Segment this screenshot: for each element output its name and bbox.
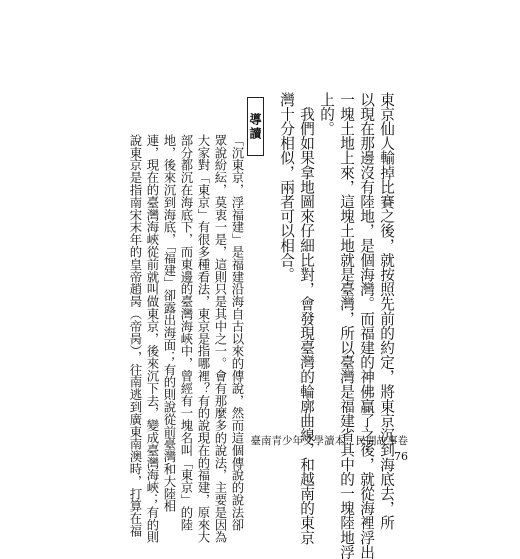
story-line-4: 上的。 xyxy=(318,92,335,136)
guide-line-3: 大家對「東京」有很多種看法，東京是指哪裡？有的說現在的福建，原來大 xyxy=(196,134,211,544)
book-title: 臺南青少年文學讀本：民間故事卷 xyxy=(250,435,408,447)
guide-heading xyxy=(247,97,264,156)
guide-line-5: 地，後來沉到海底，「福建」卻露出海面；有的則說從前臺灣和大陸相 xyxy=(162,134,177,513)
story-line-3: 一塊土地上來，這塊土地就是臺灣，所以臺灣是福建省其中的一塊陸地浮 xyxy=(338,92,355,559)
story-line-5: 我們如果拿地圖來仔細比對，會發現臺灣的輪廓曲線，和越南的東京 xyxy=(298,92,315,545)
story-line-1: 東京仙人輸掉比賽之後，就按照先前的約定，將東京沉到海底去，所 xyxy=(378,92,395,530)
guide-line-1: 「沉東京，浮福建」是福建沿海自古以來的傳說，然而這個傳說的說法卻 xyxy=(230,134,245,531)
page-number: 76 xyxy=(394,450,408,463)
guide-heading-label: 導讀 xyxy=(248,112,262,141)
guide-line-4: 部分都沉在海底下，而東邊的臺灣海峽中，曾經有一塊名叫「東京」的陸 xyxy=(179,134,194,531)
guide-line-6: 連，現在的臺灣海峽從前就叫做東京，後來沉下去，變成臺灣海峽；有的則 xyxy=(145,134,160,544)
guide-line-7: 說東京是指南宋末年的皇帝趙昺（帝昺），往南逃到廣東南澳時，打算在福 xyxy=(128,134,143,537)
story-line-2: 以現在那邊沒有陸地，是個海灣。而福建的神佛贏了之後，就從海裡浮出 xyxy=(358,92,375,559)
guide-line-2: 眾說紛紜，莫衷一是，這則只是其中之一。會有那麼多的說法，主要是因為 xyxy=(213,134,228,544)
story-line-6: 灣十分相似，兩者可以相合。 xyxy=(278,92,295,282)
